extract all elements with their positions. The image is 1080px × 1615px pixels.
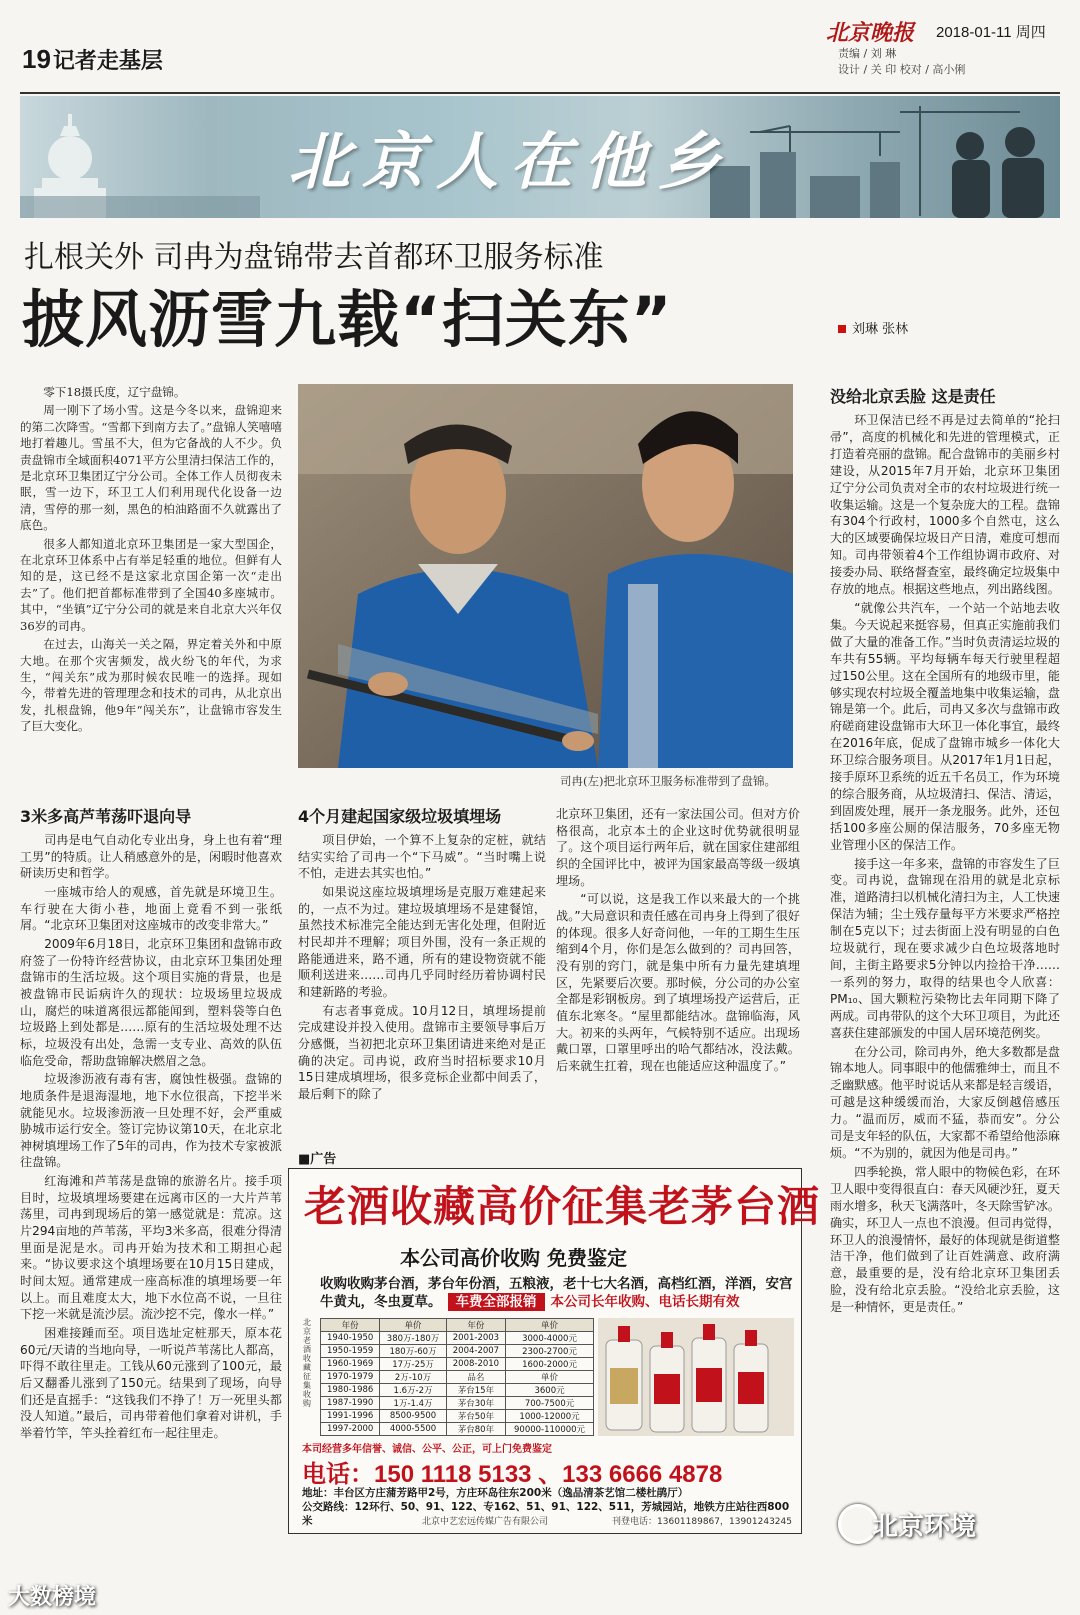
ad-longterm-note: 本公司长年收购、电话长期有效 [550, 1294, 740, 1310]
article-photo [298, 384, 793, 768]
ad-footer [302, 1514, 792, 1527]
ad-phone-numbers [302, 1454, 722, 1489]
table-cell: 品名 [446, 1371, 505, 1384]
byline-authors: 刘琳 张林 [852, 322, 909, 337]
body-paragraph: 司冉是电气自动化专业出身，身上也有着“理工男”的特质。让人稍感意外的是，闲暇时他喜欢研读历史和哲学。 [20, 833, 282, 881]
table-cell: 8500-9500 [380, 1410, 446, 1423]
table-row [321, 1345, 594, 1358]
table-cell: 90000-110000元 [506, 1423, 594, 1436]
table-cell: 380万-180万 [380, 1332, 446, 1345]
intro-paragraph: 零下18摄氏度，辽宁盘锦。 [43, 385, 186, 399]
table-row [321, 1410, 594, 1423]
section-landfill-body-left [298, 832, 546, 1105]
headline: 披风沥雪九载“扫关东” [22, 283, 673, 356]
table-cell: 1950-1959 [321, 1345, 380, 1358]
ad-title: 老酒收藏高价征集老茅台酒 [304, 1182, 821, 1231]
table-row [321, 1423, 594, 1436]
ad-address-line: 地址：丰台区方庄蒲芳路甲2号，方庄环岛往东200米（逸品清茶艺馆二楼杜鹃厅） [302, 1487, 689, 1499]
ad-bus-line: 公交路线：12环行、50、91、122、专162、51、91、122、511，芳城园站，地铁方庄站往西800米 [302, 1501, 790, 1527]
byline-marker [838, 325, 846, 333]
table-cell: 1987-1990 [321, 1397, 380, 1410]
table-cell: 3000-4000元 [506, 1332, 594, 1345]
table-header-cell: 单价 [380, 1319, 446, 1332]
table-cell: 2万-10万 [380, 1371, 446, 1384]
page-section-header [22, 44, 163, 75]
table-header-cell: 单价 [506, 1319, 594, 1332]
table-cell: 单价 [506, 1371, 594, 1384]
table-header-cell: 年份 [446, 1319, 505, 1332]
body-paragraph: 北京环卫集团，还有一家法国公司。但对方价格很高，北京本土的企业这时优势就很明显了。这个项目运行两年后，就在国家住建部组织的全国评比中，被评为国家最高等级一级填埋场。 [556, 807, 800, 888]
table-cell: 180万-60万 [380, 1345, 446, 1358]
page-number: 19 [22, 44, 51, 74]
ad-subtitle: 本公司高价收购 免费鉴定 [400, 1246, 627, 1270]
section-title-reed-marsh: 3米多高芦苇荡吓退向导 [20, 807, 192, 826]
body-paragraph: 接手这一年多来，盘锦的市容发生了巨变。司冉说，盘锦现在沿用的就是北京标准，道路清扫以机械化清扫为主，人工快速保洁为辅；尘土残存量每平方米要求严格控制在5克以下；过去街面上没有明显的白色垃圾就行，现在要求减少白色垃圾落地时间，主街主路要求5分钟以内捡拾干净……一系列的努力，取得的结果也令人欣喜：PM₁₀、国大颗粒污染物比去年同期下降了两成。司冉带队的这个大环卫项目，为此还喜获住建部颁发的中国人居环境范例奖。 [830, 856, 1060, 1040]
table-header-row [321, 1319, 594, 1332]
table-cell: 茅台30年 [446, 1397, 505, 1410]
table-cell: 1000-12000元 [506, 1410, 594, 1423]
table-cell: 4000-5500 [380, 1423, 446, 1436]
maotai-bottles-icon [598, 1318, 794, 1436]
body-paragraph: “就像公共汽车，一个站一个站地去收集。今天说起来挺容易，但真正实施前我们做了大量的准备工作。”当时负责清运垃圾的车共有55辆。平均每辆车每天行驶里程超过150公里。这在全国所有的地级市里，能够实现农村垃圾全覆盖地集中收集运输，盘锦是第一个。此后，司冉又多次与盘锦市政府磋商建设盘锦市大环卫一体化事宜，最终在2016年底，促成了盘锦市城乡一体化大环卫综合服务项目。从2017年1月1日起，接手原环卫系统的近五千名员工，作为环境的综合服务商，从垃圾清扫、保洁、清运，到固废处理，展开一条龙服务。此外，还包括100多座公厕的保洁服务，70多座无物业管理小区的保洁工作。 [830, 600, 1060, 852]
intro-column [20, 384, 282, 737]
ad-purchase-items: 收购收购茅台酒，茅台年份酒，五粮液，老十七大名酒，高档红酒，洋酒，安宫牛黄丸，冬虫夏草。 [320, 1276, 793, 1310]
table-cell: 1997-2000 [321, 1423, 380, 1436]
body-paragraph: 垃圾渗沥液有毒有害，腐蚀性极强。盘锦的地质条件是退海湿地，地下水位很高，下挖半米就能见水。垃圾渗沥液一旦处理不好，会严重威胁城市运行安全。签订完协议第10天，在北京北神树填埋场工作了5年的司冉，作为技术专家被派往盘锦。 [20, 1072, 282, 1170]
body-paragraph: 在分公司，除司冉外，绝大多数都是盘锦本地人。同事眼中的他儒雅绅士，而且不乏幽默感。他平时说话从来都是轻言缓语，可越是这种缓缓而治，大家反倒越倍感压力。“温而厉，威而不猛，恭而安”。分公司是支年轻的队伍，大家都不希望给他添麻烦。“不为别的，就因为他是司冉。” [830, 1044, 1060, 1160]
workers-silhouette [952, 127, 1044, 218]
table-row [321, 1397, 594, 1410]
table-cell: 700-7500元 [506, 1397, 594, 1410]
watermark-right: 北京环境 [872, 1512, 977, 1542]
table-cell: 17万-25万 [380, 1358, 446, 1371]
building-silhouettes [710, 152, 900, 218]
body-paragraph: 四季轮换，常人眼中的物候色彩，在环卫人眼中变得很直白：春天风硬沙狂，夏天雨水增多，秋天飞满落叶，冬天除雪铲冰。确实，环卫人一点也不浪漫。但司冉觉得，环卫人的浪漫情怀，最好的体现就是街道整洁干净，他们做到了让百姓满意、政府满意，最重要的是，没有给北京环卫集团丢脸，没有给北京丢脸。“没给北京丢脸，这是一种情怀，更是责任。” [830, 1164, 1060, 1315]
table-row [321, 1371, 594, 1384]
issue-date: 2018-01-11 周四 [936, 24, 1046, 41]
table-cell: 3600元 [506, 1384, 594, 1397]
ad-label: ■广告 [298, 1152, 337, 1167]
table-cell: 1.6万-2万 [380, 1384, 446, 1397]
byline [838, 318, 908, 337]
ad-agency: 北京中艺宏远传媒广告有限公司 [422, 1517, 549, 1527]
subheadline: 扎根关外 司冉为盘锦带去首都环卫服务标准 [24, 240, 604, 275]
body-paragraph: 有志者事竟成。10月12日，填埋场提前完成建设并投入使用。盘锦市主要领导事后万分感慨，当初把北京环卫集团请进来绝对是正确的决定。司冉说，政府当时招标要求10月15日建成填埋场，很多竞标企业都中间丢了，最后剩下的除了 [298, 1003, 546, 1101]
table-row [321, 1358, 594, 1371]
body-paragraph: 一座城市给人的观感，首先就是环境卫生。车行驶在大街小巷，地面上竟看不到一张纸屑。“北京环卫集团对这座城市的改变非常大。” [20, 884, 282, 933]
body-paragraph: 红海滩和芦苇荡是盘锦的旅游名片。接手项目时，垃圾填埋场要建在远离市区的一大片芦苇荡里，司冉到现场后的第一感觉就是：荒凉。这片294亩地的芦苇荡，平均3米多高，很难分得清里面是泥是水。司冉开始为技术和工期担心起来。“协议要求这个填埋场要在10月15日建成，时间太短。通常建成一座高标准的填埋场要一年以上。而且难度太大，地下水位高不说，一旦往下挖一米就是流沙层。流沙挖不完，像水一样。” [20, 1174, 282, 1322]
ad-bottles-image [598, 1318, 794, 1436]
section-landfill-body-right [556, 806, 800, 1077]
table-cell: 1960-1969 [321, 1358, 380, 1371]
section-reed-marsh-body [20, 832, 282, 1444]
table-cell: 1970-1979 [321, 1371, 380, 1384]
photo-two-men [298, 384, 793, 768]
table-cell: 茅台50年 [446, 1410, 505, 1423]
credit-line-design: 设计 / 关 印 校对 / 高小俐 [838, 63, 966, 76]
table-cell: 1600-2000元 [506, 1358, 594, 1371]
table-cell: 1980-1986 [321, 1384, 380, 1397]
body-paragraph: “可以说，这是我工作以来最大的一个挑战。”大局意识和责任感在司冉身上得到了很好的体现。很多人好奇问他，一年的工期生生压缩到4个月，你们是怎么做到的？司冉回答，没有别的窍门，就是集中所有力量先建填埋区，先紧要后次要。那时候，分公司的办公室全都是彩钢板房。到了填埋场投产运营后，正值东北寒冬。“屋里都能结冰。盘锦临海，风大。初来的头两年，气候特别不适应。出现场戴口罩，口罩里呼出的哈气都结冰，没法戴。后来就生扛着，现在也能适应这种温度了。” [556, 892, 800, 1073]
newspaper-masthead: 北京晚报 [826, 20, 915, 46]
ad-vertical-note: 北京老酒收藏征集收购 [303, 1318, 311, 1408]
ad-purchase-list [320, 1275, 794, 1311]
credit-line-editor: 责编 / 刘 琳 [838, 47, 897, 60]
watermark-left: 大数榜境 [8, 1585, 97, 1610]
table-row [321, 1332, 594, 1345]
section-title-landfill: 4个月建起国家级垃圾填埋场 [298, 807, 502, 826]
ad-phone-value: 150 1118 5133 、133 6666 4878 [374, 1461, 723, 1488]
section-responsibility-body [830, 412, 1060, 1318]
section-title-responsibility: 没给北京丢脸 这是责任 [830, 387, 996, 406]
table-row [321, 1384, 594, 1397]
table-cell: 1991-1996 [321, 1410, 380, 1423]
photo-caption: 司冉(左)把北京环卫服务标准带到了盘锦。 [560, 774, 776, 788]
table-header-cell: 年份 [321, 1319, 380, 1332]
editor-credits [838, 46, 965, 78]
intro-paragraph: 在过去，山海关一关之隔，界定着关外和中原大地。在那个灾害频发，战火纷飞的年代，为求生，“闯关东”成为那时候农民唯一的选择。现如今，带着先进的管理理念和技术的司冉，从北京出发，扎根盘锦，他9年“闯关东”，让盘锦市容发生了巨大变化。 [20, 637, 282, 734]
body-paragraph: 环卫保洁已经不再是过去简单的“抡扫帚”，高度的机械化和先进的管理模式，正打造着亮丽的盘锦。配合盘锦市的美丽乡村建设，从2015年7月开始，北京环卫集团辽宁分公司负责对全市的农村垃圾进行统一收集运输。这是一个复杂庞大的工程。盘锦有304个行政村，1000多个自然屯，这么大的区域要确保垃圾日产日清，难度可想而知。司冉带领着4个工作组协调市政府、对接委办局、联络督查室，最终确定垃圾集中存放的地点。根据这些地点，列出路线图。 [830, 413, 1060, 597]
intro-paragraph: 周一刚下了场小雪。这是今冬以来，盘锦迎来的第二次降雪。“雪都下到南方去了。”盘锦人笑嘻嘻地打着趣儿。雪虽不大，但为它备战的人不少。负责盘锦市全域面积4071平方公里清扫保洁工作的，是北京环卫集团辽宁分公司。全体工作人员彻夜未眠，雪一边下，环卫工人们利用现代化设备一边清，雪停的那一刻，黑色的柏油路面不久就露出了底色。 [20, 403, 282, 533]
table-cell: 2004-2007 [446, 1345, 505, 1358]
body-paragraph: 如果说这座垃圾填埋场是克服万难建起来的，一点不为过。建垃圾填埋场不是建餐馆，虽然技术标准完全能达到无害化处理，但附近村民却并不理解；项目外围，没有一条正规的路能通进来，路不通，所有的建设物资就不能顺利送进来……司冉几乎同时经历着协调村民和建新路的考验。 [298, 884, 546, 999]
intro-paragraph: 很多人都知道北京环卫集团是一家大型国企，在北京环卫体系中占有举足轻重的地位。但鲜有人知的是，这已经不是这家北京国企第一次“走出去”了。他们把首都标准带到了全国40多座城市。其中，“坐镇”辽宁分公司的就是来自北京大兴年仅36岁的司冉。 [20, 536, 282, 633]
section-name: 记者走基层 [52, 48, 163, 73]
table-cell: 1940-1950 [321, 1332, 380, 1345]
header-rule [20, 92, 1060, 94]
table-cell: 茅台15年 [446, 1384, 505, 1397]
ad-service-note: 本司经营多年信誉、诚信、公平、公正，可上门免费鉴定 [302, 1444, 552, 1455]
ad-phone-label: 电话： [302, 1461, 374, 1488]
table-cell: 2001-2003 [446, 1332, 505, 1345]
banner-title: 北京人在他乡 [288, 125, 733, 198]
body-paragraph: 项目伊始，一个算不上复杂的定桩，就结结实实给了司冉一个“下马威”。“当时嘴上说不怕，走进去其实也怕。” [298, 833, 546, 881]
ad-contact: 刊登电话：13601189867，13901243245 [612, 1517, 792, 1527]
ad-price-table [320, 1318, 594, 1436]
table-cell: 1万-1.4万 [380, 1397, 446, 1410]
table-cell: 2300-2700元 [506, 1345, 594, 1358]
table-cell: 2008-2010 [446, 1358, 505, 1371]
table-cell: 茅台80年 [446, 1423, 505, 1436]
body-paragraph: 困难接踵而至。项目选址定桩那天，原本花60元/天请的当地向导，一听说芦苇荡比人都高，吓得不敢往里走。工钱从60元涨到了100元，最后又翻番儿涨到了150元。结果到了现场，向导们还是直摇手：“这钱我们不挣了！万一死里头都没人知道。”最后，司冉带着他们拿着对讲机，手举着竹竿，竿头拴着红布一起往里走。 [20, 1326, 282, 1440]
ad-fare-banner: 车费全部报销 [448, 1293, 545, 1311]
body-paragraph: 2009年6月18日，北京环卫集团和盘锦市政府签了一份特许经营协议，由北京环卫集团处理盘锦市的生活垃圾。这个项目实施的背景，也是被盘锦市民诟病许久的现状：垃圾场里垃圾成山，腐烂的味道离很远都能闻到，塑料袋等白色垃圾路上到处都是……原有的生活垃圾处理不达标，垃圾没有出处，急需一支专业、高效的队伍临危受命，帮助盘锦解决燃眉之急。 [20, 936, 282, 1068]
